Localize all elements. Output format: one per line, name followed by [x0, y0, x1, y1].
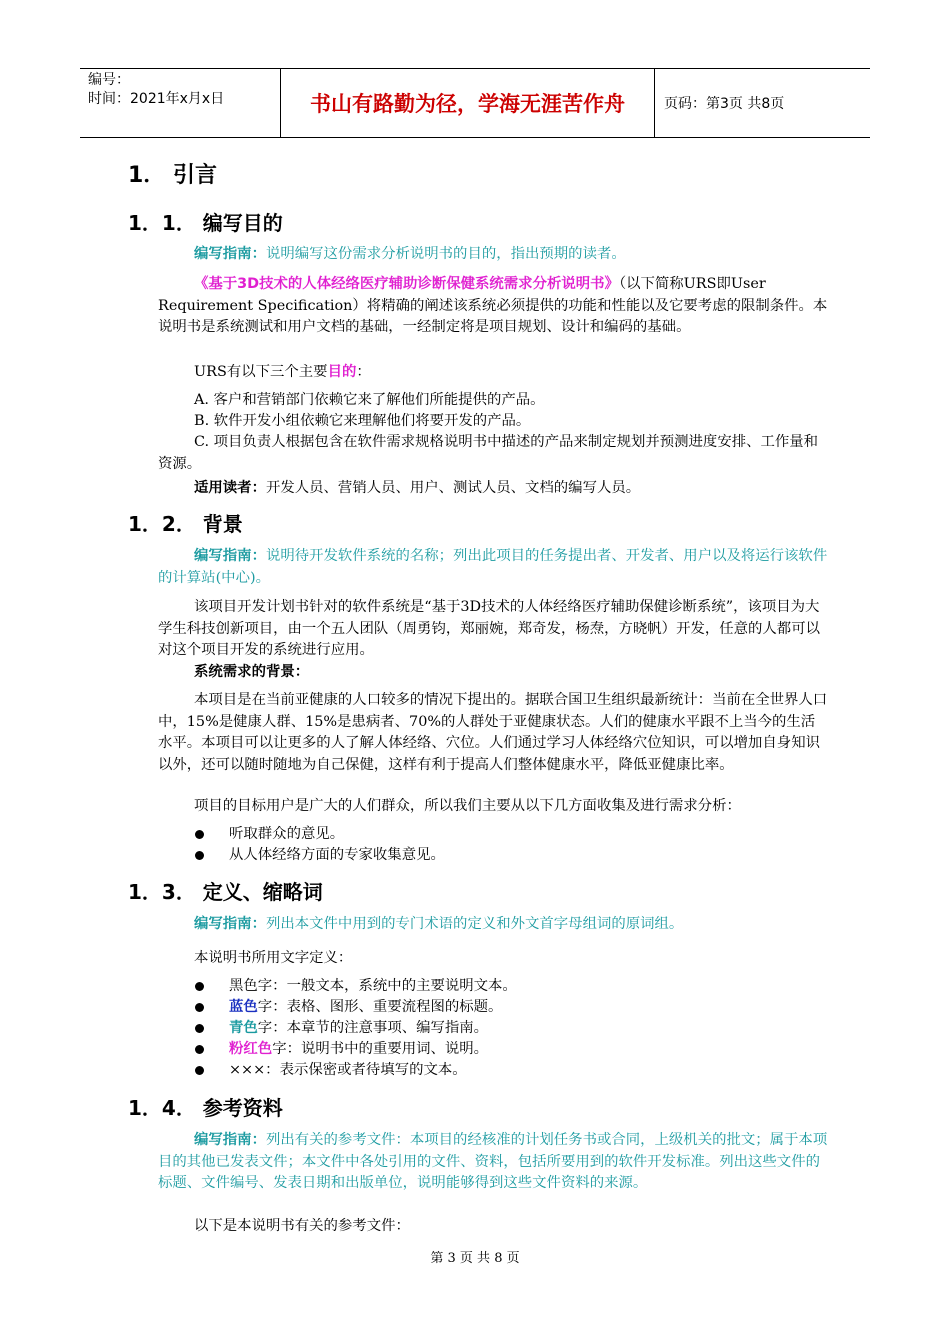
header-page-info: 页码：第3页 共8页: [664, 96, 785, 112]
blue-text-sample: 蓝色: [229, 999, 258, 1015]
pink-text-sample: 粉红色: [229, 1041, 273, 1057]
background-paragraph-2: 本项目是在当前亚健康的人口较多的情况下提出的。据联合国卫生组织最新统计：当前在全世界人口中，15%是健康人群、15%是患病者、70%的人群处于亚健康状态。人们的健康水平跟不上当今的生活水平。本项目可以让更多的人了解人体经络、穴位。人们通过学习人体经络穴位知识，可以增加自身知识以外，还可以随时随地为自己保健，这样有利于提高人们整体健康水平，降低亚健康比率。: [158, 692, 828, 773]
guide-text: 说明编写这份需求分析说明书的目的，指出预期的读者。: [265, 246, 626, 262]
section-1-2-title: 1．2． 背景: [128, 512, 243, 536]
bullet-icon: [195, 830, 204, 839]
section-1-3-title: 1．3． 定义、缩略词: [128, 880, 323, 904]
bullet-icon: [195, 851, 204, 860]
readers-line: [158, 478, 828, 500]
list-item-text: ×××：表示保密或者待填写的文本。: [229, 1062, 467, 1078]
background-subheading: 系统需求的背景：: [194, 664, 310, 680]
guide-text: 说明待开发软件系统的名称；列出此项目的任务提出者、开发者、用户以及将运行该软件的计算站(中心)。: [158, 548, 828, 586]
list-item-text: [229, 1039, 488, 1060]
list-item-text: 从人体经络方面的专家收集意见。: [229, 847, 445, 863]
list-item-rest: 字：表格、图形、重要流程图的标题。: [257, 999, 503, 1015]
doc-number-label: 编号：: [88, 72, 130, 88]
readers-text: 开发人员、营销人员、用户、测试人员、文档的编写人员。: [265, 480, 641, 496]
purpose-text: （以下简称URS即User Requirement Specification）将精确的阐述该系统必须提供的功能和性能以及它要考虑的限制条件。本说明书是系统测试和用户文档的基础，一经制定将是项目规划、设计和编码的基础。: [158, 276, 828, 335]
urs-suffix: ：: [356, 364, 371, 380]
background-paragraph-1: 该项目开发计划书针对的软件系统是“基于3D技术的人体经络医疗辅助保健诊断系统”，该项目为大学生科技创新项目，由一个五人团队（周勇钧，郑丽婉，郑奇发，杨焘，方晓帆）开发，任意的人都可以对这个项目开发的系统进行应用。: [158, 599, 820, 658]
doc-time-label: 时间：2021年x月x日: [88, 91, 225, 107]
guide-label: 编写指南：: [194, 1132, 266, 1148]
list-item-text: 听取群众的意见。: [229, 826, 345, 842]
readers-label: 适用读者：: [194, 480, 266, 496]
page-header: [80, 68, 870, 138]
list-item-rest: 字：本章节的注意事项、编写指南。: [257, 1020, 489, 1036]
list-item-text: [229, 1018, 488, 1039]
header-meta: [80, 69, 281, 137]
doc-title-highlight: 《基于3D技术的人体经络医疗辅助诊断保健系统需求分析说明书》: [194, 276, 619, 292]
section-1-4-title: 1．4． 参考资料: [128, 1096, 283, 1120]
urs-prefix: URS有以下三个主要: [194, 364, 328, 380]
guide-text: 列出有关的参考文件：本项目的经核准的计划任务书或合同，上级机关的批文；属于本项目的其他已发表文件；本文件中各处引用的文件、资料，包括所要用到的软件开发标准。列出这些文件的标题、文件编号、发表日期和出版单位，说明能够得到这些文件资料的来源。: [158, 1132, 828, 1191]
bullet-icon: [195, 1066, 204, 1075]
bullet-icon: [195, 1024, 204, 1033]
guide-label: 编写指南：: [194, 916, 266, 932]
purpose-paragraph: [158, 274, 828, 339]
guide-text: 列出本文件中用到的专门术语的定义和外文首字母组词的原词组。: [265, 916, 684, 932]
guide-label: 编写指南：: [194, 548, 266, 564]
bullet-icon: [195, 1003, 204, 1012]
section-1-title: 1． 引言: [128, 163, 217, 188]
bullet-icon: [195, 982, 204, 991]
header-motto: 书山有路勤为径，学海无涯苦作舟: [281, 69, 655, 137]
section-1-1-title: 1．1． 编写目的: [128, 211, 283, 235]
references-intro: 以下是本说明书有关的参考文件：: [194, 1218, 410, 1234]
purpose-item-b: B. 软件开发小组依赖它来理解他们将要开发的产品。: [194, 413, 531, 429]
guide-label: 编写指南：: [194, 246, 266, 262]
list-item-text: 黑色字：一般文本，系统中的主要说明文本。: [229, 978, 517, 994]
list-item-text: [229, 997, 502, 1018]
guide-1-3: [158, 914, 828, 936]
guide-1-1: [158, 244, 828, 266]
definitions-intro: 本说明书所用文字定义：: [194, 950, 353, 966]
guide-1-4: [158, 1130, 828, 1195]
page-footer: 第 3 页 共 8 页: [430, 1251, 520, 1266]
purpose-item-a: A. 客户和营销部门依赖它来了解他们所能提供的产品。: [194, 392, 545, 408]
guide-1-2: [158, 546, 828, 589]
urs-purpose-highlight: 目的: [327, 364, 357, 380]
urs-purposes-intro: [158, 362, 828, 384]
purpose-item-c: C. 项目负责人根据包含在软件需求规格说明书中描述的产品来制定规划并预测进度安排、工作量和资源。: [158, 434, 819, 472]
list-item-rest: 字：说明书中的重要用词、说明。: [272, 1041, 489, 1057]
background-paragraph-3: 项目的目标用户是广大的人们群众，所以我们主要从以下几方面收集及进行需求分析：: [194, 798, 741, 814]
teal-text-sample: 青色: [229, 1020, 258, 1036]
bullet-icon: [195, 1045, 204, 1054]
